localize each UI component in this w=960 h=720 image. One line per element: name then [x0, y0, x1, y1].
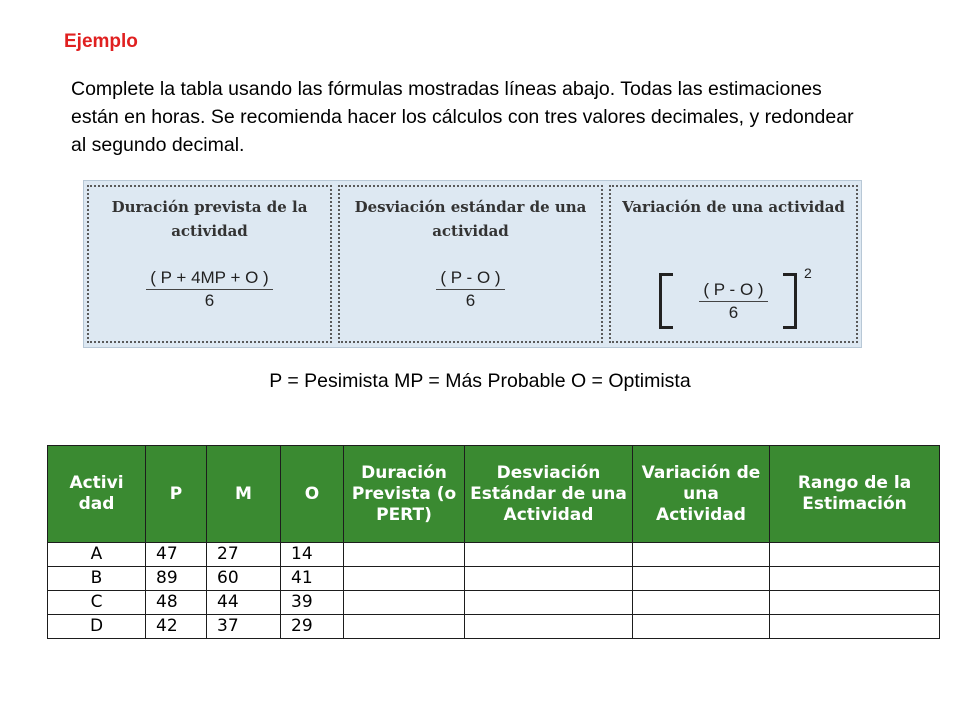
header-std: Desviación Estándar de una Actividad	[465, 446, 633, 543]
cell-o: 41	[281, 567, 344, 591]
header-range: Rango de la Estimación	[770, 446, 940, 543]
cell-pert[interactable]	[344, 567, 465, 591]
cell-range[interactable]	[770, 543, 940, 567]
cell-std[interactable]	[465, 567, 633, 591]
cell-range[interactable]	[770, 567, 940, 591]
formula-expected-duration	[87, 185, 332, 343]
formula-expected-heading: Duración prevista de la actividad	[111, 198, 308, 240]
variable-legend: P = Pesimista MP = Más Probable O = Optimista	[269, 370, 691, 392]
formula-variance	[609, 185, 858, 343]
formula-expected-numerator: ( P + 4MP + O )	[146, 267, 272, 290]
cell-o: 39	[281, 591, 344, 615]
formula-std-numerator: ( P - O )	[436, 267, 504, 290]
header-var: Variación de una Actividad	[633, 446, 770, 543]
table-row	[48, 615, 940, 639]
formula-var-heading: Variación de una actividad	[622, 198, 845, 216]
cell-o: 14	[281, 543, 344, 567]
cell-pert[interactable]	[344, 591, 465, 615]
header-m: M	[207, 446, 281, 543]
cell-var[interactable]	[633, 615, 770, 639]
cell-std[interactable]	[465, 615, 633, 639]
formula-var-fraction	[611, 279, 856, 324]
cell-activity: C	[48, 591, 146, 615]
cell-m: 60	[207, 567, 281, 591]
cell-var[interactable]	[633, 543, 770, 567]
cell-activity: B	[48, 567, 146, 591]
cell-p: 89	[146, 567, 207, 591]
instructions-text: Complete la tabla usando las fórmulas mostradas líneas abajo. Todas las estimaciones están en horas. Se recomienda hacer los cálculos con tres valores decimales, y redondear al segundo decimal.	[71, 78, 854, 156]
cell-std[interactable]	[465, 543, 633, 567]
formula-std-heading: Desviación estándar de una actividad	[354, 198, 587, 240]
page-title: Ejemplo	[64, 31, 138, 52]
header-activity: Activi dad	[48, 446, 146, 543]
formula-var-numerator: ( P - O )	[699, 279, 767, 302]
formula-panel	[83, 180, 862, 348]
table-row	[48, 567, 940, 591]
cell-activity: D	[48, 615, 146, 639]
cell-m: 44	[207, 591, 281, 615]
table-row	[48, 591, 940, 615]
cell-o: 29	[281, 615, 344, 639]
cell-p: 48	[146, 591, 207, 615]
cell-std[interactable]	[465, 591, 633, 615]
cell-pert[interactable]	[344, 615, 465, 639]
cell-var[interactable]	[633, 591, 770, 615]
header-o: O	[281, 446, 344, 543]
cell-m: 37	[207, 615, 281, 639]
cell-p: 47	[146, 543, 207, 567]
right-bracket-icon	[783, 273, 797, 329]
header-pert: Duración Prevista (o PERT)	[344, 446, 465, 543]
cell-m: 27	[207, 543, 281, 567]
header-p: P	[146, 446, 207, 543]
cell-activity: A	[48, 543, 146, 567]
formula-var-exponent: 2	[804, 265, 812, 281]
cell-range[interactable]	[770, 591, 940, 615]
formula-std-denominator: 6	[465, 291, 476, 310]
cell-pert[interactable]	[344, 543, 465, 567]
formula-expected-denominator: 6	[204, 291, 215, 310]
table-row	[48, 543, 940, 567]
formula-std-dev	[338, 185, 603, 343]
pert-table	[47, 445, 940, 639]
formula-std-fraction	[340, 267, 601, 312]
formula-expected-fraction	[89, 267, 330, 312]
table-header-row	[48, 446, 940, 543]
cell-var[interactable]	[633, 567, 770, 591]
cell-range[interactable]	[770, 615, 940, 639]
formula-var-denominator: 6	[728, 303, 739, 322]
cell-p: 42	[146, 615, 207, 639]
